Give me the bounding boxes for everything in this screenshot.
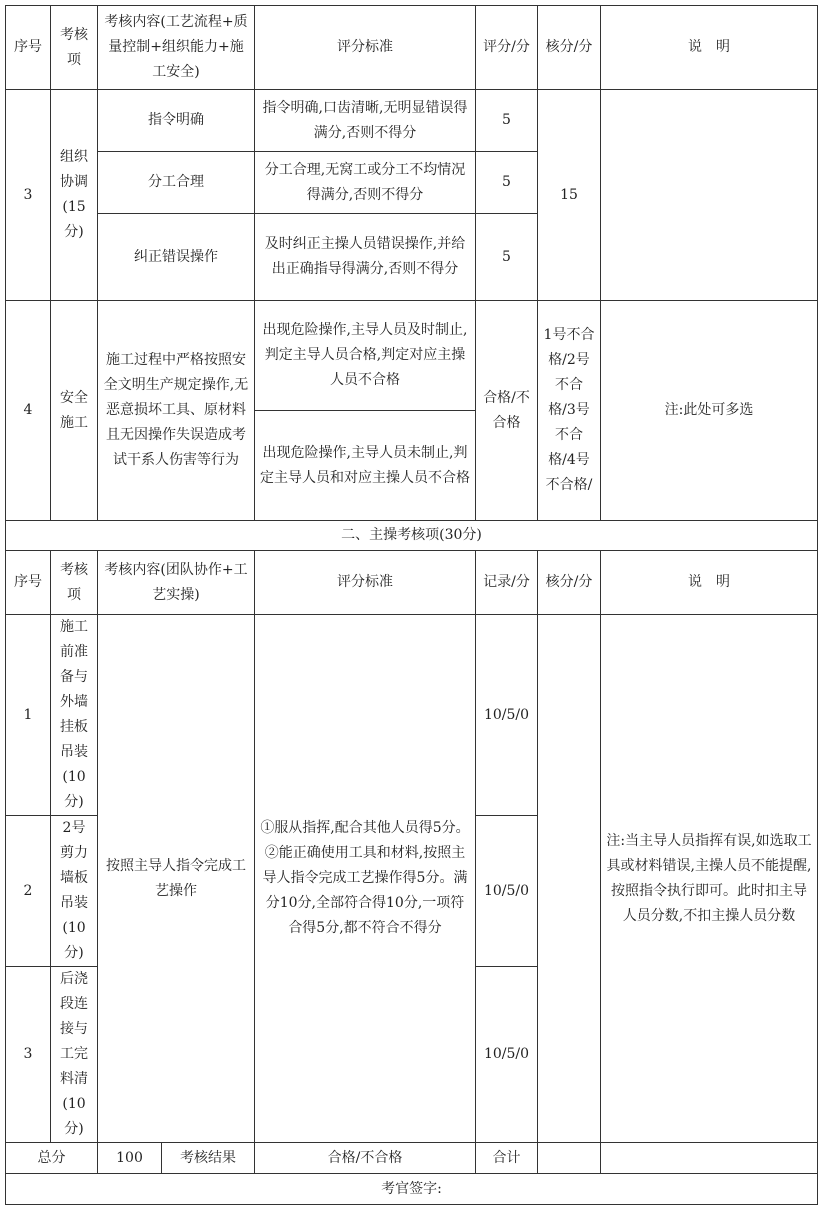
main-standard: ①服从指挥,配合其他人员得5分。②能正确使用工具和材料,按照主导人指令完成工艺操作得5分。满分10分,全部符合得10分,一项符合得5分,都不符合不得分 bbox=[255, 615, 476, 1143]
total-label: 总分 bbox=[6, 1143, 98, 1174]
main-row3-item: 后浇段连接与工完料清(10分) bbox=[51, 967, 98, 1143]
row3-seq: 3 bbox=[6, 90, 51, 301]
section-title-row bbox=[6, 521, 818, 551]
main-row1-record: 10/5/0 bbox=[476, 615, 538, 816]
table-row bbox=[6, 301, 818, 411]
total-blank bbox=[601, 1143, 818, 1174]
row3-sub3-score: 5 bbox=[476, 214, 538, 301]
table-row bbox=[6, 90, 818, 152]
result-value: 合格/不合格 bbox=[255, 1143, 476, 1174]
header-content: 考核内容(工艺流程+质量控制+组织能力+施工安全) bbox=[98, 6, 255, 90]
main-row2-record: 10/5/0 bbox=[476, 816, 538, 967]
row3-sub2-content: 分工合理 bbox=[98, 152, 255, 214]
sum-value bbox=[538, 1143, 601, 1174]
main-row2-seq: 2 bbox=[6, 816, 51, 967]
row3-sub2-standard: 分工合理,无窝工或分工不均情况得满分,否则不得分 bbox=[255, 152, 476, 214]
header2-note: 说 明 bbox=[601, 551, 818, 615]
row4-content: 施工过程中严格按照安全文明生产规定操作,无恶意损坏工具、原材料且无因操作失误造成考试干系人伤害等行为 bbox=[98, 301, 255, 521]
row3-sub3-standard: 及时纠正主操人员错误操作,并给出正确指导得满分,否则不得分 bbox=[255, 214, 476, 301]
row3-note bbox=[601, 90, 818, 301]
sum-label: 合计 bbox=[476, 1143, 538, 1174]
main-row3-record: 10/5/0 bbox=[476, 967, 538, 1143]
main-row3-seq: 3 bbox=[6, 967, 51, 1143]
main-row1-seq: 1 bbox=[6, 615, 51, 816]
header2-item: 考核项 bbox=[51, 551, 98, 615]
section2-title: 二、主操考核项(30分) bbox=[6, 521, 818, 551]
header-item: 考核项 bbox=[51, 6, 98, 90]
main-check bbox=[538, 615, 601, 1143]
row3-sub1-content: 指令明确 bbox=[98, 90, 255, 152]
row4-note: 注:此处可多选 bbox=[601, 301, 818, 521]
row4-standard1: 出现危险操作,主导人员及时制止,判定主导人员合格,判定对应主操人员不合格 bbox=[255, 301, 476, 411]
header2-check: 核分/分 bbox=[538, 551, 601, 615]
row4-seq: 4 bbox=[6, 301, 51, 521]
main-row1-item: 施工前准备与外墙挂板吊装(10分) bbox=[51, 615, 98, 816]
main-row2-item: 2号剪力墙板吊装(10分) bbox=[51, 816, 98, 967]
header-seq: 序号 bbox=[6, 6, 51, 90]
row4-item: 安全施工 bbox=[51, 301, 98, 521]
total-value: 100 bbox=[98, 1143, 162, 1174]
main-content: 按照主导人指令完成工艺操作 bbox=[98, 615, 255, 1143]
header-check: 核分/分 bbox=[538, 6, 601, 90]
header-standard: 评分标准 bbox=[255, 6, 476, 90]
row3-check: 15 bbox=[538, 90, 601, 301]
row4-score: 合格/不合格 bbox=[476, 301, 538, 521]
header-score: 评分/分 bbox=[476, 6, 538, 90]
row4-standard2: 出现危险操作,主导人员未制止,判定主导人员和对应主操人员不合格 bbox=[255, 411, 476, 521]
header-row bbox=[6, 6, 818, 90]
header-note: 说 明 bbox=[601, 6, 818, 90]
table-row bbox=[6, 615, 818, 816]
row3-sub1-standard: 指令明确,口齿清晰,无明显错误得满分,否则不得分 bbox=[255, 90, 476, 152]
header-row bbox=[6, 551, 818, 615]
row3-sub1-score: 5 bbox=[476, 90, 538, 152]
examiner-signature: 考官签字: bbox=[6, 1174, 818, 1205]
row3-sub3-content: 纠正错误操作 bbox=[98, 214, 255, 301]
result-label: 考核结果 bbox=[162, 1143, 255, 1174]
header2-standard: 评分标准 bbox=[255, 551, 476, 615]
main-note: 注:当主导人员指挥有误,如选取工具或材料错误,主操人员不能提醒,按照指令执行即可。此时扣主导人员分数,不扣主操人员分数 bbox=[601, 615, 818, 1143]
total-row bbox=[6, 1143, 818, 1174]
row3-sub2-score: 5 bbox=[476, 152, 538, 214]
row3-item: 组织协调(15分) bbox=[51, 90, 98, 301]
header2-content: 考核内容(团队协作+工艺实操) bbox=[98, 551, 255, 615]
assessment-table bbox=[5, 5, 818, 1205]
header2-record: 记录/分 bbox=[476, 551, 538, 615]
signature-row bbox=[6, 1174, 818, 1205]
row4-check: 1号不合格/2号不合格/3号不合格/4号不合格/ bbox=[538, 301, 601, 521]
header2-seq: 序号 bbox=[6, 551, 51, 615]
